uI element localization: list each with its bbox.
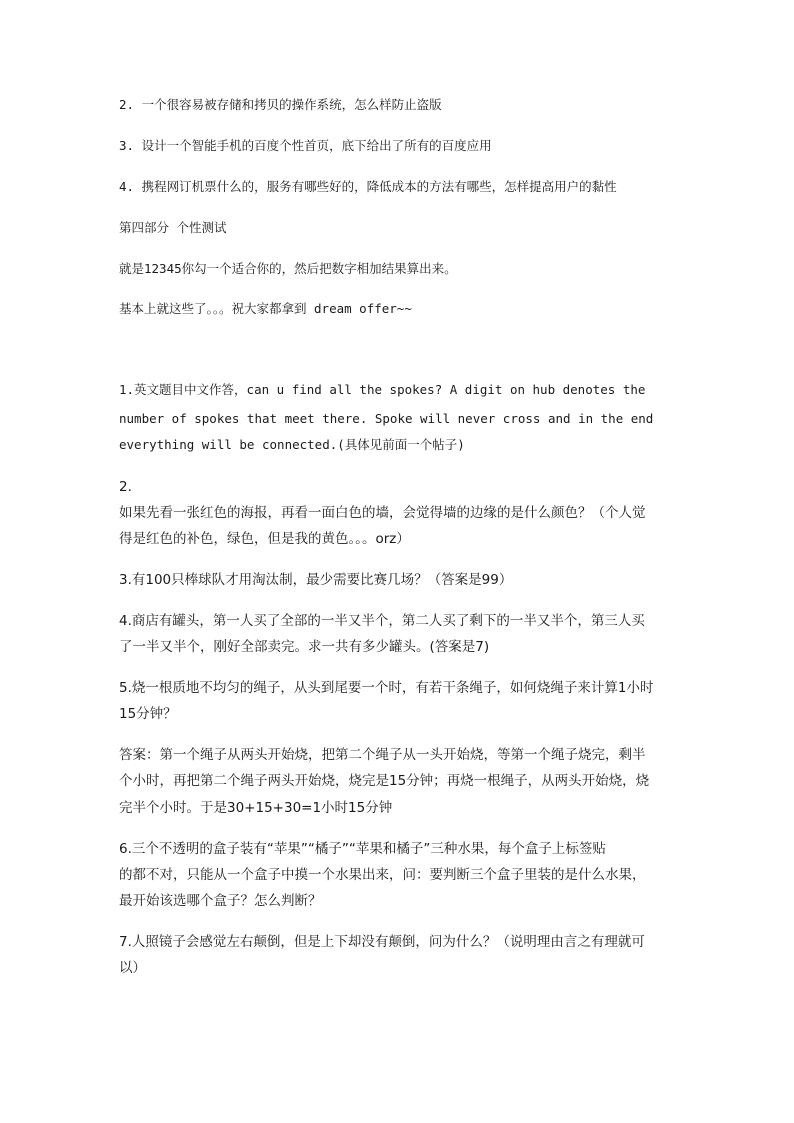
a5-line-2: 个小时，再把第二个绳子两头开始烧，烧完是15分钟；再烧一根绳子，从两头开始烧，烧 xyxy=(119,773,650,789)
item-3-line: 3. 设计一个智能手机的百度个性首页，底下给出了所有的百度应用 xyxy=(119,138,492,153)
item-2-line: 2. 一个很容易被存储和拷贝的操作系统，怎么样防止盗版 xyxy=(119,97,442,112)
q7-line-1: 7.人照镜子会感觉左右颠倒，但是上下却没有颠倒，问为什么？（说明理由言之有理就可 xyxy=(119,934,645,950)
q4-line-2: 了一半又半个，刚好全部卖完。求一共有多少罐头。(答案是7) xyxy=(119,639,490,655)
q2-number: 2. xyxy=(119,479,132,495)
a5-line-1: 答案：第一个绳子从两头开始烧，把第二个绳子从一头开始烧，等第一个绳子烧完，剩半 xyxy=(119,747,646,763)
q6-line-2: 的都不对，只能从一个盒子中摸一个水果出来，问：要判断三个盒子里装的是什么水果， xyxy=(119,867,646,883)
part4-text: 就是12345你勾一个适合你的，然后把数字相加结果算出来。 xyxy=(119,261,457,276)
part4-heading: 第四部分 个性测试 xyxy=(119,220,227,235)
q7-line-2: 以） xyxy=(119,960,146,976)
q6-line-1: 6.三个不透明的盒子装有“苹果”“橘子”“苹果和橘子”三种水果，每个盒子上标签贴 xyxy=(119,841,606,857)
closing-line: 基本上就这些了。。。祝大家都拿到 dream offer~~ xyxy=(119,301,412,316)
item-4-line: 4. 携程网订机票什么的，服务有哪些好的，降低成本的方法有哪些，怎样提高用户的黏性 xyxy=(119,179,617,194)
q1-line-3: everything will be connected.(具体见前面一个帖子) xyxy=(119,437,465,452)
q5-line-2: 15分钟？ xyxy=(119,706,177,722)
a5-line-3: 完半个小时。于是30+15+30=1小时15分钟 xyxy=(119,800,393,816)
q1-line-2: number of spokes that meet there. Spoke will never cross and in the end xyxy=(119,411,654,426)
q4-line-1: 4.商店有罐头，第一人买了全部的一半又半个，第二人买了剩下的一半又半个，第三人买 xyxy=(119,613,645,629)
q6-line-3: 最开始该选哪个盒子？怎么判断？ xyxy=(119,893,322,909)
q2-line-2: 得是红色的补色，绿色，但是我的黄色。。。orz） xyxy=(119,531,410,547)
q2-line-1: 如果先看一张红色的海报，再看一面白色的墙，会觉得墙的边缘的是什么颜色？（个人觉 xyxy=(119,505,646,521)
q3-line-1: 3.有100只棒球队才用淘汰制，最少需要比赛几场？（答案是99） xyxy=(119,572,513,588)
q5-line-1: 5.烧一根质地不均匀的绳子，从头到尾要一个时，有若干条绳子，如何烧绳子来计算1小时 xyxy=(119,680,654,696)
q1-line-1: 1.英文题目中文作答，can u find all the spokes? A digit on hub denotes the xyxy=(119,382,646,397)
